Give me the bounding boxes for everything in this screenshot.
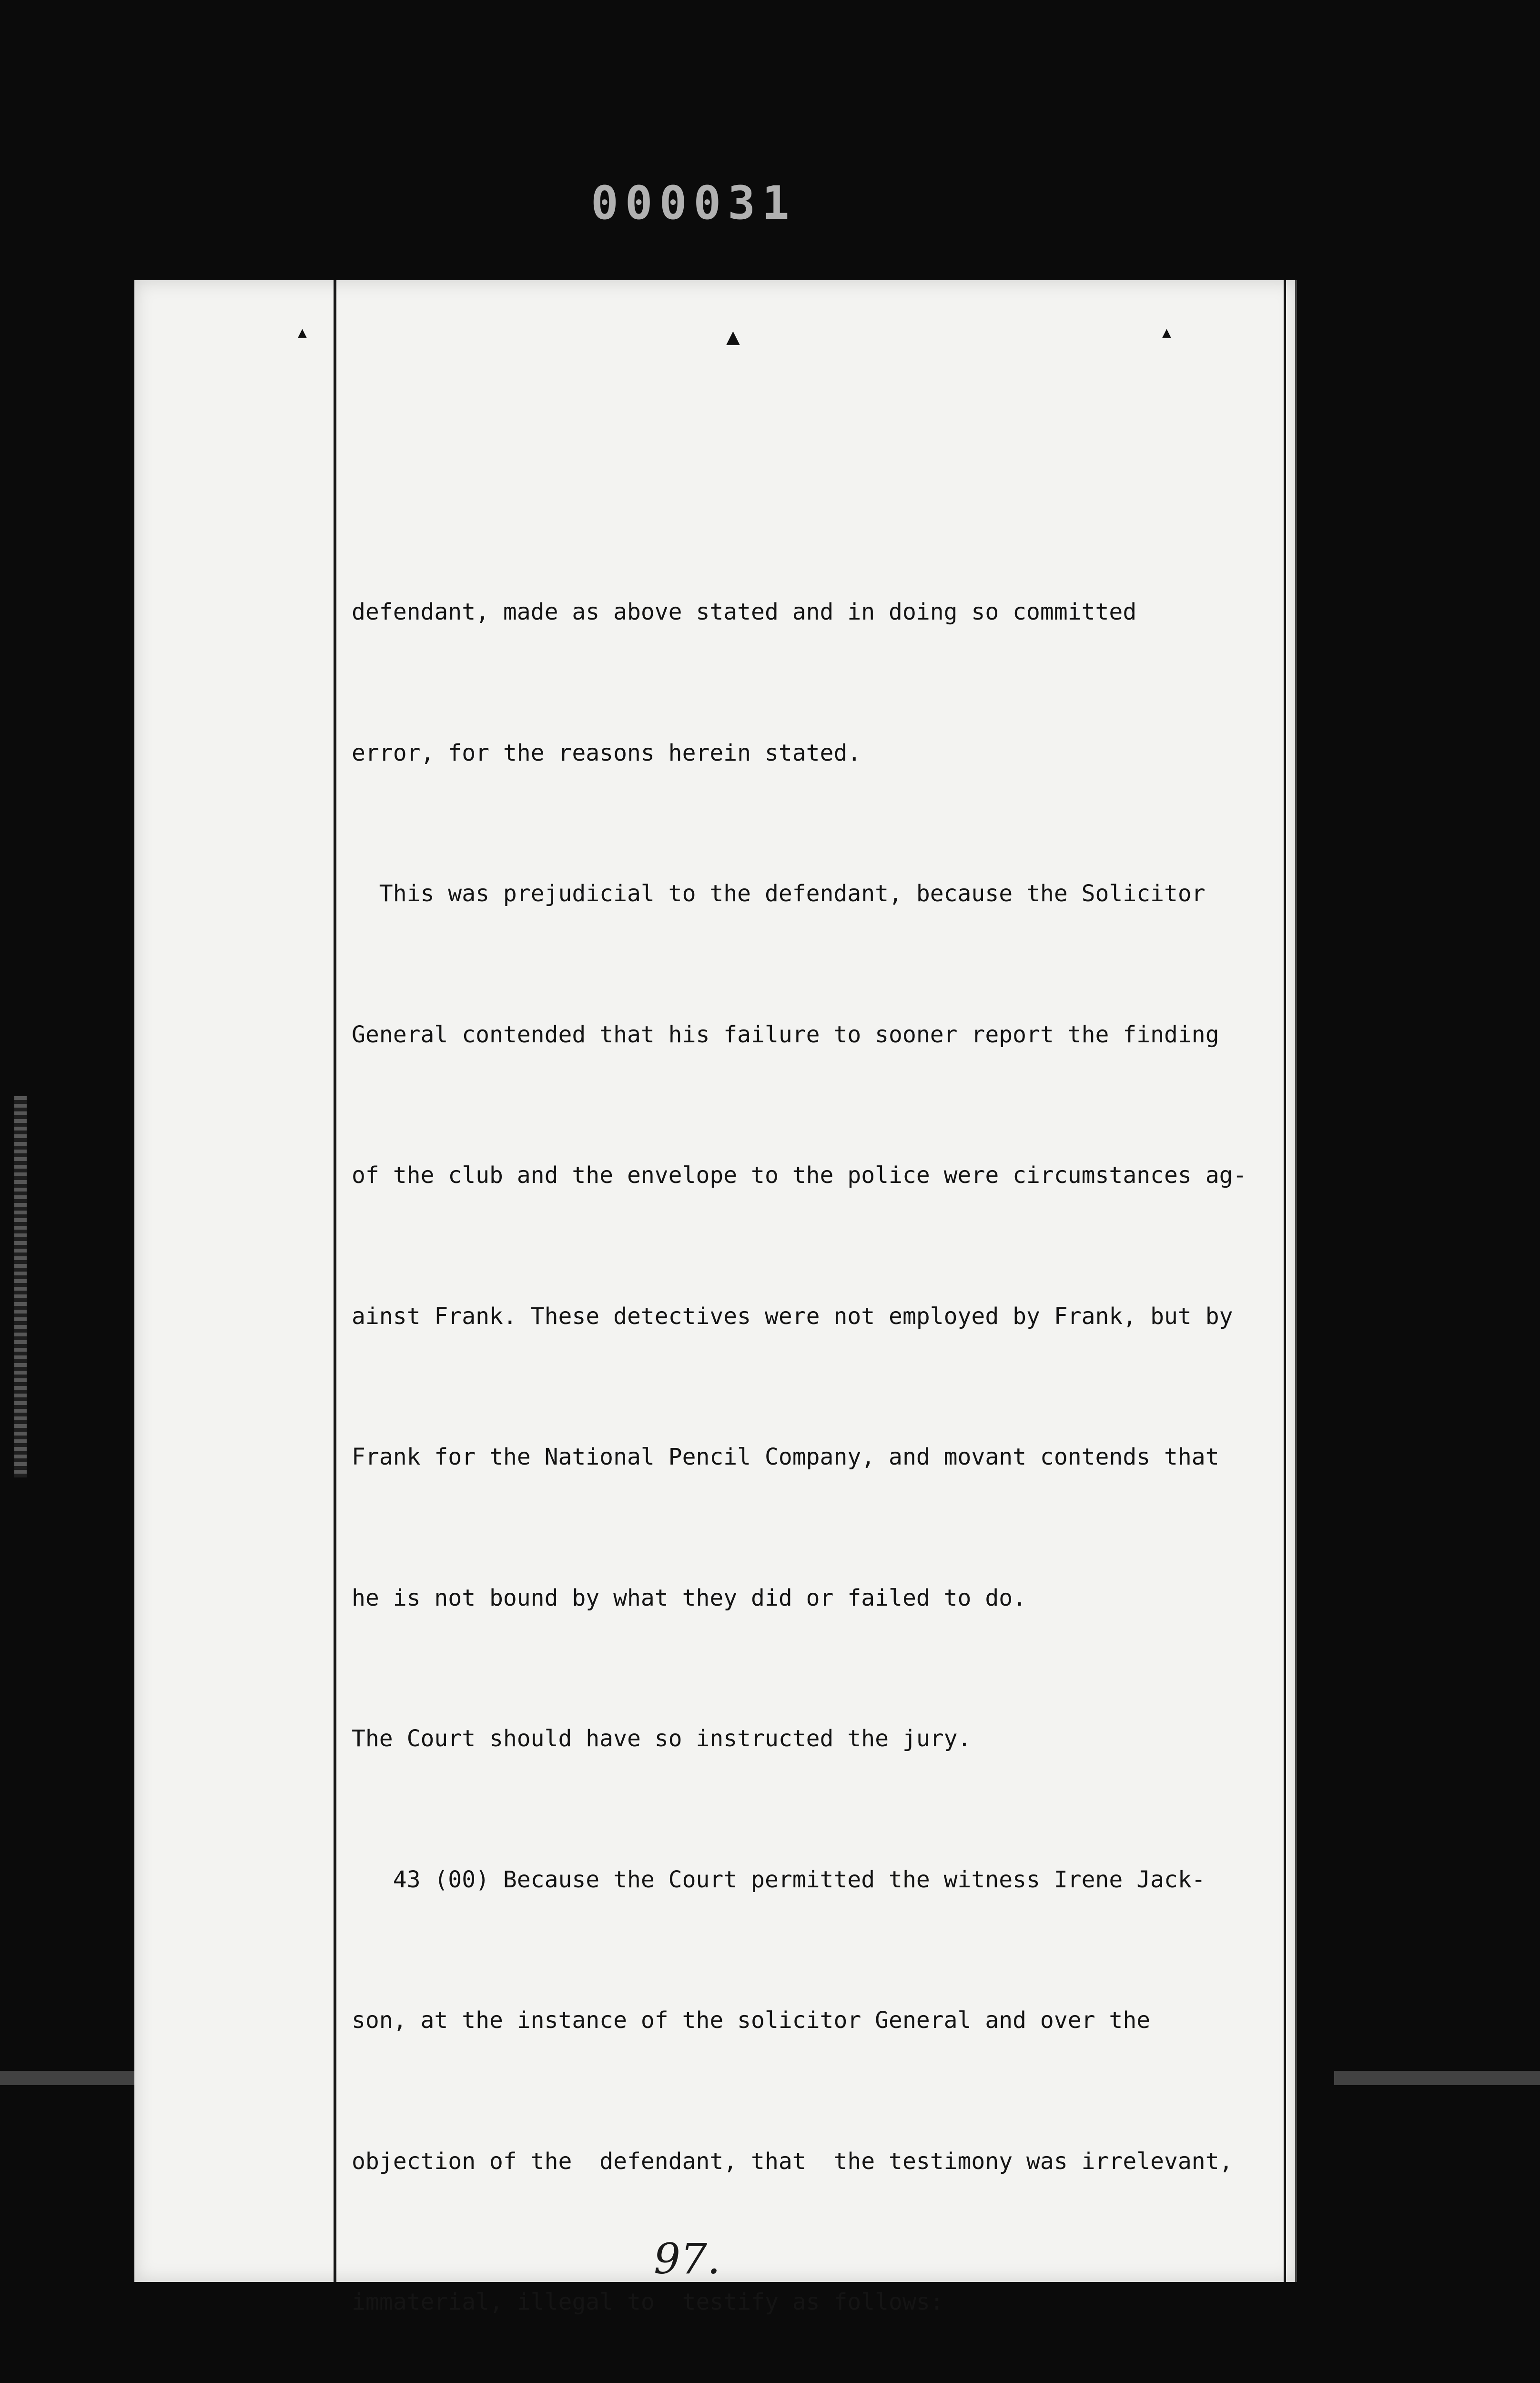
tape-strip-right bbox=[1334, 2071, 1540, 2085]
handwritten-page-number: 97. bbox=[654, 2234, 720, 2283]
right-edge-shadow bbox=[1295, 280, 1297, 2282]
text-line: immaterial, illegal to testify as follows: bbox=[352, 2289, 944, 2315]
text-line: 43 (00) Because the Court permitted the witness Irene Jack- bbox=[352, 1866, 1206, 1893]
text-line: Frank for the National Pencil Company, and movant contends that bbox=[352, 1444, 1219, 1470]
document-page bbox=[134, 280, 1297, 2315]
text-line: This was prejudicial to the defendant, because the Solicitor bbox=[352, 880, 1206, 907]
text-line: son, at the instance of the solicitor General and over the bbox=[352, 2007, 1151, 2034]
text-line: General contended that his failure to sooner report the finding bbox=[352, 1021, 1219, 1048]
text-line: ainst Frank. These detectives were not employed by Frank, but by bbox=[352, 1303, 1233, 1330]
text-line: objection of the defendant, that the testimony was irrelevant, bbox=[352, 2148, 1233, 2175]
text-line: he is not bound by what they did or failed to do. bbox=[352, 1584, 1027, 1611]
text-line: of the club and the envelope to the police were circumstances ag- bbox=[352, 1162, 1247, 1189]
film-edge-strip bbox=[14, 1096, 27, 1477]
text-line: error, for the reasons herein stated. bbox=[352, 739, 861, 766]
document-body bbox=[352, 495, 1281, 2383]
left-margin-rule bbox=[334, 280, 336, 2282]
film-frame-number: 000031 bbox=[591, 176, 796, 230]
punch-mark-left: ▴ bbox=[295, 318, 309, 345]
punch-mark-center: ▲ bbox=[726, 323, 740, 350]
text-line: defendant, made as above stated and in doing so committed bbox=[352, 599, 1137, 625]
punch-mark-right: ▴ bbox=[1160, 318, 1174, 345]
text-line: The Court should have so instructed the jury. bbox=[352, 1725, 972, 1752]
tape-strip-left bbox=[0, 2071, 143, 2085]
right-margin-rule bbox=[1284, 280, 1286, 2282]
